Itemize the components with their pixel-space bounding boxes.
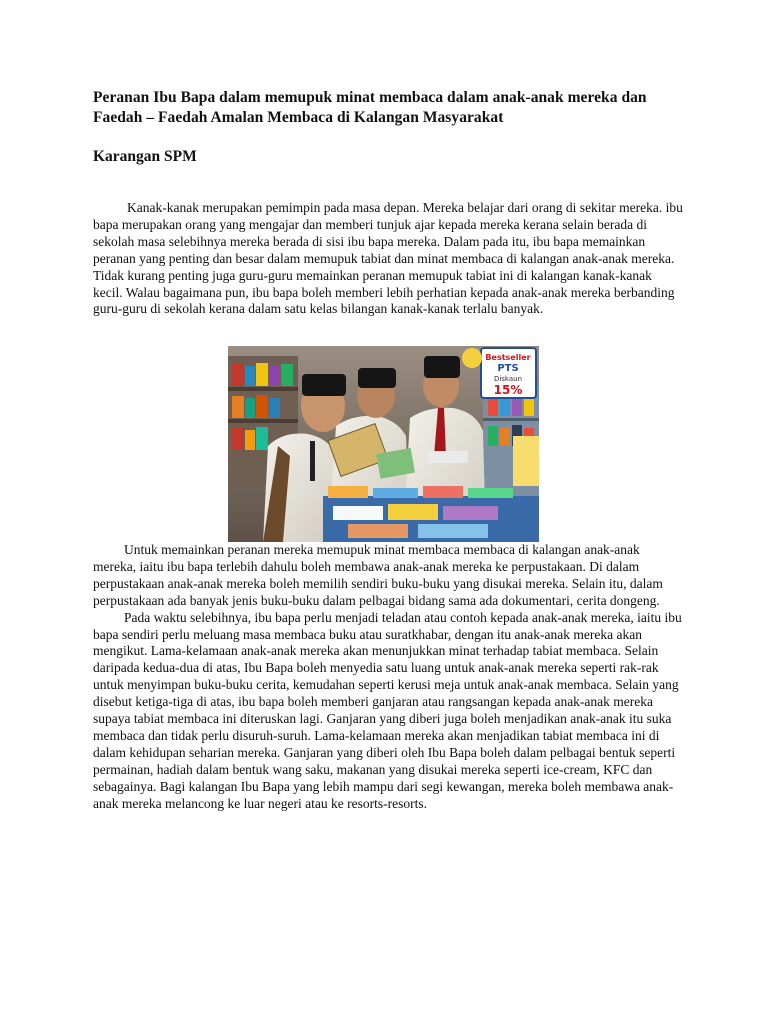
sign-line-2: PTS (497, 363, 519, 374)
sign-line-1: Bestseller (485, 353, 531, 362)
document-body-continued (93, 542, 683, 813)
students-reading-photo (228, 346, 539, 542)
document-page (93, 88, 683, 318)
paragraph-2: Untuk memainkan peranan mereka memupuk minat membaca membaca di kalangan anak-anak mereka, iaitu ibu bapa terlebih dahulu boleh membawa anak-anak mereka ke perpustakaan. Di dalam perpustakaan anak-anak mereka boleh memilih sendiri buku-buku yang disukai mereka. Selain itu, dalam perpustakaan ada banyak jenis buku-buku dalam pelbagai bidang sama ada dokumentari, cerita dongeng. (93, 542, 663, 608)
bestseller-sign (481, 348, 536, 398)
paragraph-3: Pada waktu selebihnya, ibu bapa perlu menjadi teladan atau contoh kepada anak-anak mereka, iaitu ibu bapa sendiri perlu meluang masa membaca buku atau suratkhabar, dengan itu anak-anak mereka akan mengikut. Lama-kelamaan anak-anak mereka akan menunjukkan minat terhadap tabiat membaca. Selain daripada kedua-dua di atas, Ibu Bapa boleh menyedia satu luang untuk anak-anak mereka seperti rak-rak untuk menyimpan buku-buku cerita, kemudahan seperti kerusi meja untuk anak-anak membaca. Selain yang disebut ketiga-tiga di atas, ibu bapa boleh memberi ganjaran atau rangsangan kepada anak-anak mereka supaya tabiat membaca ini diteruskan lagi. Ganjaran yang diberi juga boleh menjadikan anak-anak itu suka membaca dan tidak perlu disuruh-suruh. Lama-kelamaan mereka akan menjadikan tabiat membaca ini di dalam kehidupan seharian mereka. Ganjaran yang diberi oleh Ibu Bapa boleh dalam pelbagai bentuk seperti permainan, hadiah dalam bentuk wang saku, makanan yang disukai mereka seperti ice-cream, KFC dan sebagainya. Bagi kalangan Ibu Bapa yang lebih mampu dari segi kewangan, mereka boleh membawa anak-anak mereka melancong ke luar negeri atau ke resorts-resorts. (93, 609, 682, 811)
paragraph-1: Kanak-kanak merupakan pemimpin pada masa depan. Mereka belajar dari orang di sekitar mereka. ibu bapa merupakan orang yang mengajar dan memberi tunjuk ajar kepada mereka kerana selain berada di sekolah masa selebihnya mereka berada di sisi ibu bapa mereka. Dalam pada itu, ibu bapa memainkan peranan yang penting dan besar dalam memupuk tabiat dan minat membaca di kalangan anak-anak mereka. Tidak kurang penting juga guru-guru memainkan peranan memupuk tabiat ini di kalangan kanak-kanak kecil. Walau bagaimana pun, ibu bapa boleh memberi lebih perhatian kepada anak-anak mereka berbanding guru-guru di sekolah kerana dalam satu kelas bilangan kanak-kanak terlalu banyak. (93, 200, 683, 317)
sign-line-4: 15% (493, 383, 523, 397)
sign-line-3: Diskaun (493, 375, 523, 383)
document-subtitle: Karangan SPM (93, 148, 197, 165)
document-title: Peranan Ibu Bapa dalam memupuk minat membaca dalam anak-anak mereka dan Faedah – Faedah Amalan Membaca di Kalangan Masyarakat (93, 89, 647, 126)
book-display-table (323, 486, 539, 542)
